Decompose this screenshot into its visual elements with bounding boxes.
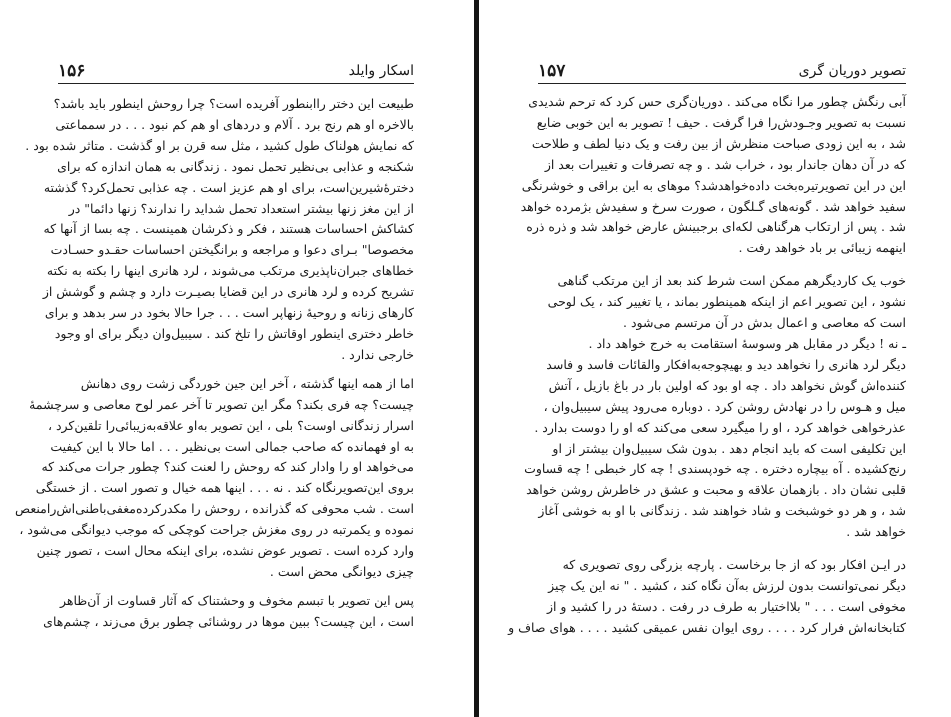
text-line: شکنجه و عذابی بی‌نظیر تحمل نمود . زندگانی به همان اندازه که برای [57, 158, 414, 174]
left-paragraph-2 [15, 374, 414, 583]
right-paragraph-2 [538, 271, 906, 334]
text-line: کارهای زنانه و روحیهٔ زنها‌پر است . . . جرا حالا بخود در سر بدهد و برای [44, 305, 414, 321]
text-line: به او فهمانده که صاحب جمالی است بی‌نظیر . . . اما حالا با این کیفیت [50, 438, 414, 454]
right-running-title: تصویر دوریان گری [798, 63, 906, 79]
text-line: عذرخواهی خواهد کرد ، او را میگیرد سعی می‌کند که او را دوست بدارد . [534, 419, 906, 435]
text-line: که در آن دهان جاندار بود ، خراب شد . و چه تصرفات و تغییرات بعد از [544, 156, 906, 172]
text-line: خاطر دختری اینطور اوقاتش را تلخ کند . سیبیل‌وان دیگر برای او وجود [54, 325, 414, 341]
text-line: اسرار زندگانی اوست؟ بلی ، این تصویر به‌او علاقه‌به‌زیبائی‌را تلقین‌کرد ، [47, 417, 414, 433]
right-paragraph-4 [508, 555, 906, 639]
text-line: نسبت به تصویر وجـودش‌را فرا گرفت . حیف ! تصویر به این خوبی ضایع [536, 114, 906, 130]
text-line: مخوفی است . . . " بلااختیار به طرف در رفت . دستهٔ در را کشید و از [546, 598, 906, 614]
text-line: رنج‌کشیده . آه بیچاره دختره . چه خودپسندی ! چه کار خبطی ! چه قساوت [524, 461, 906, 477]
right-page-header [538, 60, 906, 84]
left-paragraph-3 [43, 591, 414, 633]
text-line: طبیعت این دختر راابنطور آفریده است؟ چرا روحش اینطور باید باشد؟ [53, 96, 414, 111]
text-line: خواهد شد . [846, 524, 906, 540]
text-line: کننده‌اش گوش نخواهد داد . چه او بود که اولین بار در باغ بازیل ، آتش [548, 377, 906, 393]
text-line: دخترهٔ‌شیرین‌است، برای او هم عزیز است . چه عذابی تحمل‌کرد؟ گذشته [43, 179, 414, 195]
text-line: نشود ، این تصویر اعم از اینکه همینطور بماند ، یا تغییر کند ، یک لوحی [547, 294, 906, 310]
text-line: قلبی نشان داد . بازهمان علاقه و محبت و عشق در خاطرش روشن خواهد [526, 482, 906, 498]
left-running-title: اسکار وایلد [348, 63, 414, 79]
text-line: خارجی ندارد . [341, 346, 414, 362]
text-line: این در این تصویر‌تیره‌بخت داده‌خواهد‌شد؟ موهای به این براقی و خوشرنگی [521, 177, 906, 193]
text-line: نموده و یکمرتبه در روی مغزش جراحت کوچکی که موجب دیوانگی می‌شود ، [19, 522, 414, 538]
right-paragraph-3 [524, 334, 906, 543]
left-page-header [58, 60, 414, 84]
text-line: دیگر نمی‌توانست بدون لرزش به‌آن نگاه کند ، کشید . " نه این یک چیز [548, 577, 906, 593]
left-page [0, 0, 474, 717]
right-page-body [508, 92, 906, 639]
text-line: اما از همه اینها گذشته ، آخر این جین خوردگی زشت روی دهانش [80, 375, 414, 391]
text-line: کتابخانه‌اش فرار کرد . . . . روی ایوان نفس عمیقی کشید . . . . هوای صاف و [508, 619, 906, 635]
text-line: ـ نه ! دیگر در مقابل هر وسوسهٔ استقامت به خرج خواهد داد . [588, 335, 906, 351]
text-line: دیگر لرد هانری را نخواهد دید و بهیچوجه‌به‌افکار والقائات فاسد و فاسد [546, 356, 906, 372]
text-line: است ، این چیست؟ ببین موها در روشنائی چطور برق می‌زند ، چشم‌های [43, 613, 414, 629]
text-line: می‌خواهد او را وادار کند که روحش را لعنت کند؟ چطور جرات می‌کند که [41, 459, 414, 475]
text-line: از این مغز زنها بیشتر استعداد تحمل شداید را ندارند؟ زنها دائما" در [68, 200, 414, 216]
text-line: سفید خواهد شد . گونه‌های گـلگون ، صورت سرخ و سفیدش بژمرده خواهد [520, 198, 906, 214]
text-line: بروی این‌تصویر‌نگاه کند . نه . . . اینها همه خیال و تصور است . از خستگی [35, 480, 414, 496]
right-page-number: ۱۵۷ [538, 61, 566, 81]
text-line: چیست؟ چه فری بکند؟ مگر این تصویر تا آخر عمر لوح معاصی و سرچشمهٔ [29, 396, 414, 412]
text-line: تشریح کرده و لرد هانری در این قضایا بصیـرت دارد و چشم و گوشش از [42, 284, 414, 300]
left-page-body [15, 94, 414, 633]
right-paragraph-1 [520, 92, 906, 259]
text-line: پس این تصویر با تبسم مخوف و وحشتناک که آثار قساوت از آن‌ظاهر [60, 592, 414, 608]
text-line: اینهمه زیبائی بر باد خواهد رفت . [738, 240, 906, 256]
text-line: است . شب محوفی که گذرانده ، روحش را مکدر‌کرده‌مغفی‌باطنی‌اش‌رامنعص [15, 501, 414, 517]
text-line: چیزی دیوانگی محض است . [269, 563, 414, 579]
text-line: وارد کرده است . تصویر عوض نشده، برای اینکه محال است ، تصور چنین [36, 543, 414, 559]
text-line: شد ، و هر دو خوشبخت و شاد خواهند شد . زندگانی با او به خوشی آغاز [538, 503, 906, 519]
text-line: مخصوصا" بـرای دعوا و مراجعه و برانگیختن احساسات حقـدو حسـادت [50, 242, 414, 258]
text-line: این تکلیفی است که باید انجام دهد . بدون شک سیبیل‌وان بیشتر از او [552, 440, 906, 456]
book-spine [474, 0, 479, 717]
text-line: آبی رنگش چطور مرا نگاه می‌کند . دوریان‌گری حس کرد که ترحم شدیدی [528, 94, 906, 109]
text-line: که نمایش هولناک طول کشید ، مثل سه قرن بر او گذشت . متاثر شده بود . [25, 137, 414, 153]
text-line: شد ، به این زودی صباحت منظرش از بین رفت و یک دنیا لطف و طلاحت [531, 135, 906, 151]
text-line: بالاخره او هم رنج برد . آلام و دردهای او هم کم نبود . . . در سمماعتی [55, 116, 414, 132]
left-paragraph-1 [25, 94, 414, 366]
text-line: شد . پس از ارتکاب هرگناهی لکه‌ای برجبینش عارض خواهد شد و ذره ذره [526, 219, 906, 235]
text-line: خطاهای جبران‌ناپذیری مرتکب می‌شوند ، لرد هانری اینها را بکته به نکته [46, 263, 414, 279]
text-line: خوب یک کاردیگرهم ممکن است شرط کند بعد از این مرتکب گناهی [557, 273, 906, 289]
text-line: کشاکش احساسات هستند ، فکر و ذکرشان همینست . چه بسا از آنها که [43, 221, 414, 237]
right-page [480, 0, 951, 717]
text-line: است که معاصی و اعمال بدش در آن مرتسم می‌شود . [623, 315, 906, 331]
left-page-number: ۱۵۶ [58, 61, 86, 81]
text-line: در ایـن افکار بود که از جا برخاست . پارچه بزرگی روی تصویری که [562, 557, 906, 573]
text-line: میل و هـوس را در نهادش روشن کرد . دوباره می‌رود پیش سیبیل‌وان ، [543, 398, 906, 414]
